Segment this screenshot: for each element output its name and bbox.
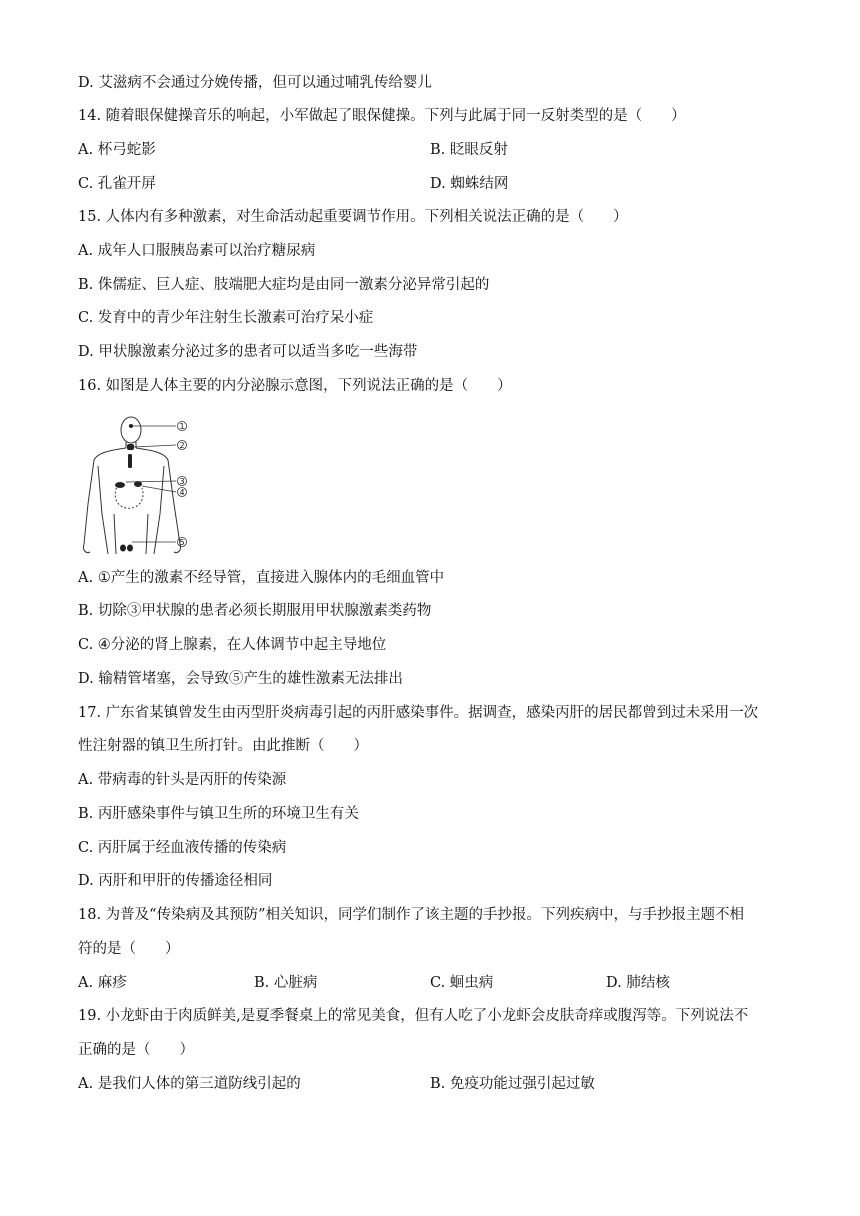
q15-option-c: C. 发育中的青少年注射生长激素可治疗呆小症 — [78, 310, 374, 326]
q19-stem-line1: 19. 小龙虾由于肉质鲜美,是夏季餐桌上的常见美食，但有人吃了小龙虾会皮肤奇痒或腹泻等。下列说法不 — [78, 1008, 749, 1024]
q16-option-a: A. ①产生的激素不经导管，直接进入腺体内的毛细血管中 — [78, 570, 445, 586]
gland-label-3: 3 — [179, 477, 185, 486]
q18-stem-line2: 符的是（ ） — [78, 941, 180, 957]
q18-option-b: B. 心脏病 — [254, 975, 318, 991]
q13-option-d: D. 艾滋病不会通过分娩传播，但可以通过哺乳传给婴儿 — [78, 75, 432, 91]
q16-option-c: C. ④分泌的肾上腺素，在人体调节中起主导地位 — [78, 637, 387, 653]
q15-option-d: D. 甲状腺激素分泌过多的患者可以适当多吃一些海带 — [78, 344, 418, 360]
gland-label-2: 2 — [179, 441, 185, 450]
human-body-figure — [76, 414, 196, 556]
q17-option-c: C. 丙肝属于经血液传播的传染病 — [78, 840, 287, 856]
q18-option-a: A. 麻疹 — [78, 975, 127, 991]
endocrine-gland-diagram — [76, 414, 196, 556]
q18-option-d: D. 肺结核 — [606, 975, 670, 991]
gland-label-5: 5 — [179, 538, 185, 547]
q17-stem-line1: 17. 广东省某镇曾发生由丙型肝炎病毒引起的丙肝感染事件。据调查，感染丙肝的居民都曾到过未采用一次 — [78, 705, 759, 721]
q16-option-d: D. 输精管堵塞，会导致⑤产生的雄性激素无法排出 — [78, 671, 403, 687]
q17-option-b: B. 丙肝感染事件与镇卫生所的环境卫生有关 — [78, 806, 359, 822]
q18-option-c: C. 蛔虫病 — [430, 975, 494, 991]
q14-option-a: A. 杯弓蛇影 — [78, 142, 156, 158]
q17-option-a: A. 带病毒的针头是丙肝的传染源 — [78, 772, 287, 788]
q14-option-c: C. 孔雀开屏 — [78, 176, 156, 192]
q14-option-b: B. 眨眼反射 — [430, 142, 508, 158]
q17-option-d: D. 丙肝和甲肝的传播途径相同 — [78, 873, 273, 889]
q15-stem: 15. 人体内有多种激素，对生命活动起重要调节作用。下列相关说法正确的是（ ） — [78, 209, 628, 225]
q19-option-a: A. 是我们人体的第三道防线引起的 — [78, 1076, 301, 1092]
q17-stem-line2: 性注射器的镇卫生所打针。由此推断（ ） — [78, 738, 368, 754]
q19-option-b: B. 免疫功能过强引起过敏 — [430, 1076, 595, 1092]
q14-stem: 14. 随着眼保健操音乐的响起，小军做起了眼保健操。下列与此属于同一反射类型的是（ ） — [78, 108, 686, 124]
gland-label-1: 1 — [179, 422, 185, 431]
q16-option-b: B. 切除③甲状腺的患者必须长期服用甲状腺激素类药物 — [78, 603, 432, 619]
q19-stem-line2: 正确的是（ ） — [78, 1042, 194, 1058]
q15-option-a: A. 成年人口服胰岛素可以治疗糖尿病 — [78, 243, 316, 259]
q14-option-d: D. 蜘蛛结网 — [430, 176, 509, 192]
q16-stem: 16. 如图是人体主要的内分泌腺示意图，下列说法正确的是（ ） — [78, 378, 512, 394]
q18-stem-line1: 18. 为普及“传染病及其预防”相关知识，同学们制作了该主题的手抄报。下列疾病中，与手抄报主题不相 — [78, 907, 744, 923]
q15-option-b: B. 侏儒症、巨人症、肢端肥大症均是由同一激素分泌异常引起的 — [78, 277, 490, 293]
gland-label-4: 4 — [179, 488, 185, 497]
